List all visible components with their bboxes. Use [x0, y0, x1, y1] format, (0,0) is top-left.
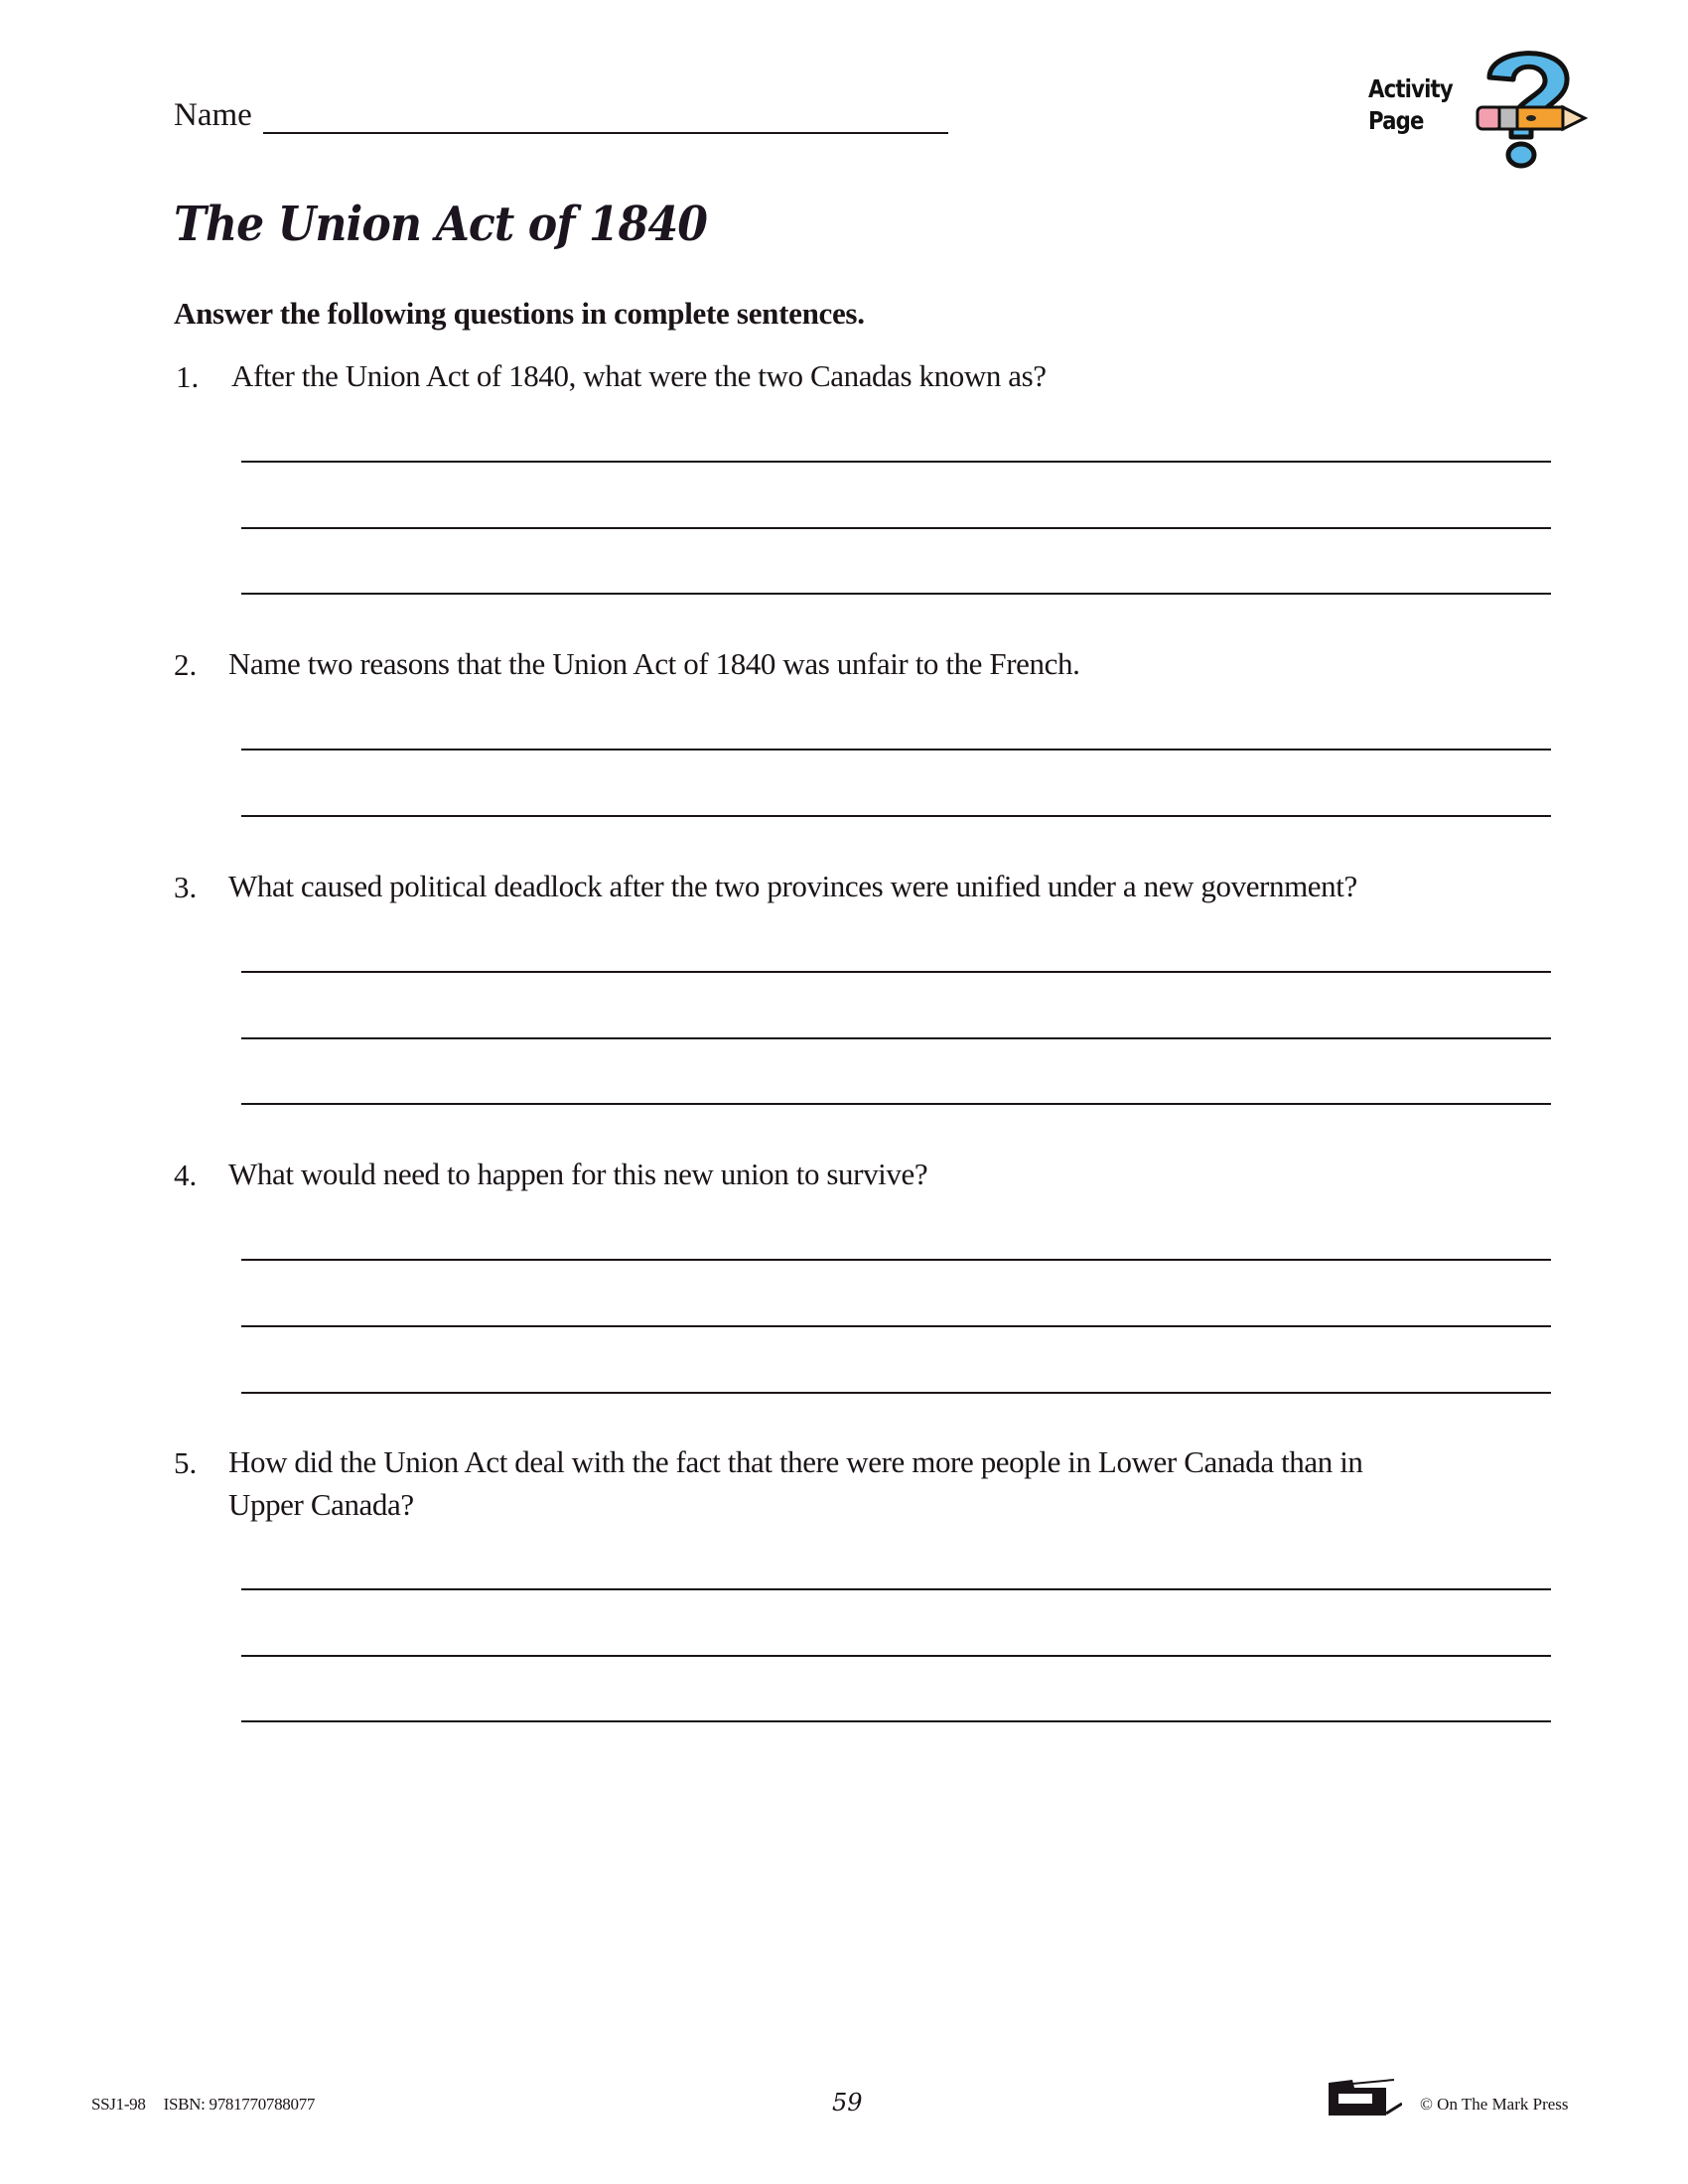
- question-number: 1.: [176, 359, 200, 394]
- question-number: 4.: [174, 1158, 198, 1192]
- question-text: How did the Union Act deal with the fact that there were more people in Lower Canada than in: [228, 1444, 1363, 1479]
- answer-line[interactable]: [241, 1103, 1551, 1105]
- question-number: 5.: [174, 1445, 198, 1480]
- question-text: What would need to happen for this new union to survive?: [228, 1157, 928, 1191]
- product-code: SSJ1-98: [91, 2095, 146, 2114]
- answer-line[interactable]: [241, 1392, 1551, 1394]
- badge-line-2: Page: [1368, 106, 1424, 135]
- name-field[interactable]: [263, 132, 948, 134]
- page-title: The Union Act of 1840: [174, 197, 708, 252]
- question-text: After the Union Act of 1840, what were the two Canadas known as?: [231, 358, 1047, 393]
- answer-line[interactable]: [241, 1325, 1551, 1327]
- answer-line[interactable]: [241, 1259, 1551, 1261]
- instructions: Answer the following questions in complete sentences.: [174, 296, 865, 331]
- answer-line[interactable]: [241, 1037, 1551, 1039]
- name-label: Name: [174, 97, 252, 133]
- question-text: What caused political deadlock after the two provinces were unified under a new government?: [228, 869, 1357, 903]
- question-number: 2.: [174, 647, 198, 682]
- question-text: Name two reasons that the Union Act of 1840 was unfair to the French.: [228, 646, 1080, 681]
- answer-line[interactable]: [241, 461, 1551, 463]
- question-text-continued: Upper Canada?: [228, 1487, 414, 1522]
- badge-line-1: Activity: [1368, 74, 1453, 103]
- copyright: © On The Mark Press: [1420, 2095, 1569, 2114]
- answer-line[interactable]: [241, 971, 1551, 973]
- isbn: ISBN: 9781770788077: [163, 2095, 316, 2114]
- answer-line[interactable]: [241, 1720, 1551, 1722]
- answer-line[interactable]: [241, 1655, 1551, 1657]
- answer-line[interactable]: [241, 1588, 1551, 1590]
- page-number: 59: [832, 2089, 863, 2116]
- answer-line[interactable]: [241, 749, 1551, 751]
- activity-page-badge: [1368, 73, 1453, 137]
- footer-publication-info: [91, 2095, 315, 2115]
- answer-line[interactable]: [241, 815, 1551, 817]
- question-number: 3.: [174, 870, 198, 904]
- answer-line[interactable]: [241, 593, 1551, 595]
- question-mark-pencil-icon: [1470, 38, 1589, 171]
- photocopier-icon: [1327, 2078, 1402, 2117]
- answer-line[interactable]: [241, 527, 1551, 529]
